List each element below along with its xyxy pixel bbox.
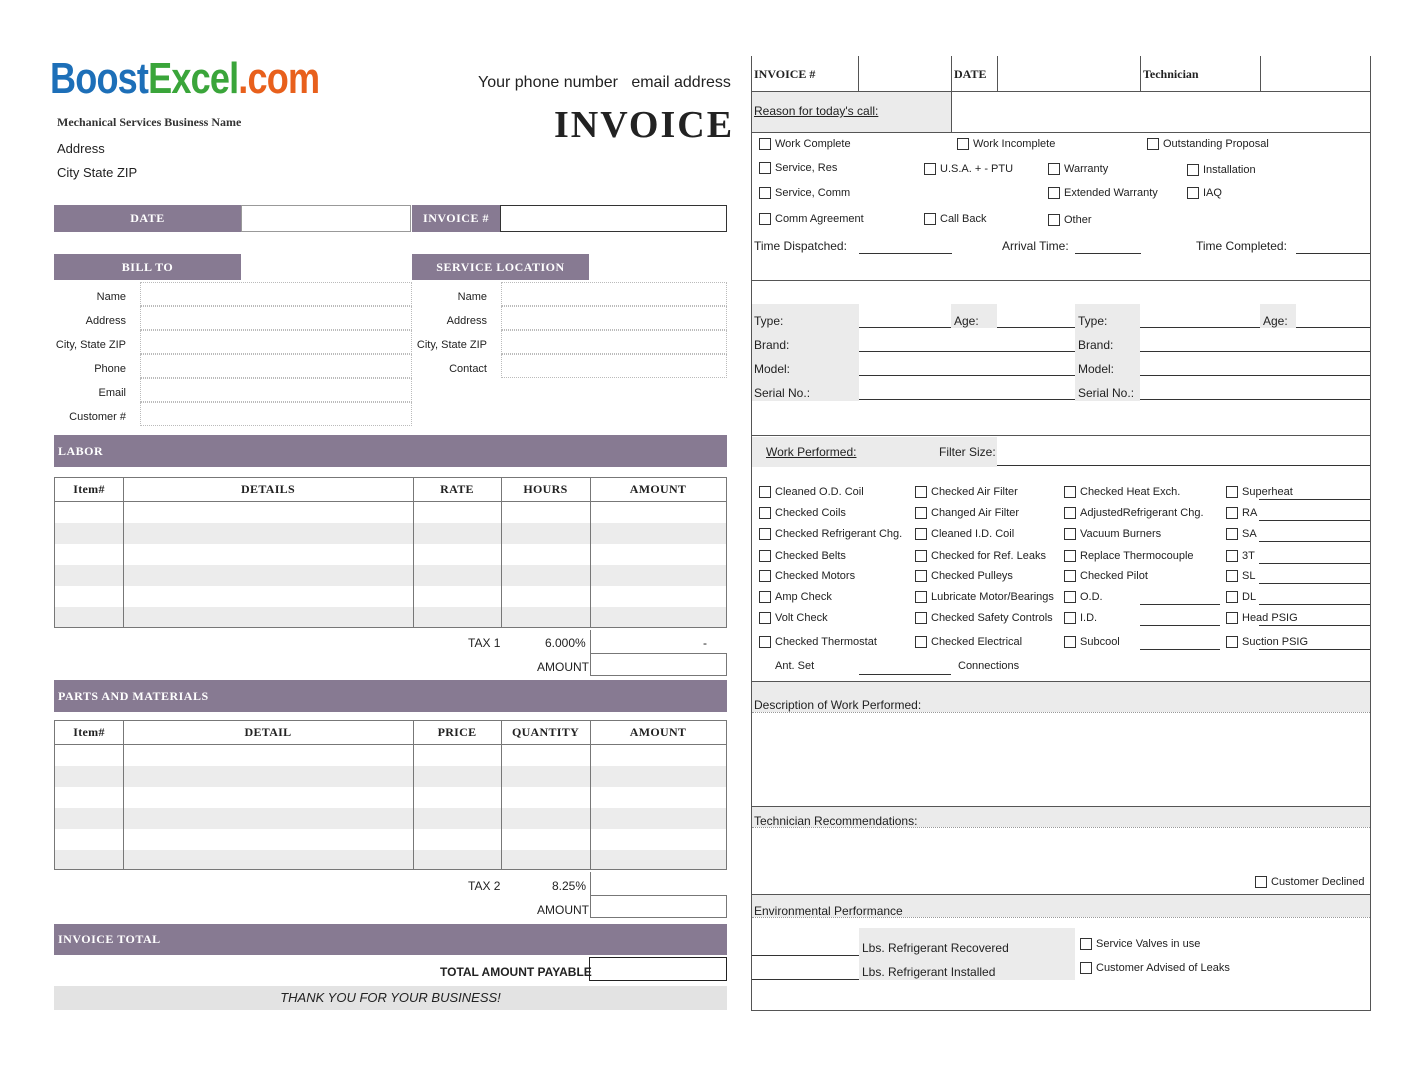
work-item-checkbox[interactable]: Checked Air Filter (915, 486, 1018, 498)
parts-col-detail: DETAIL (244, 724, 292, 739)
work-item-checkbox[interactable]: O.D. (1064, 591, 1103, 603)
work-performed-label: Work Performed: (766, 445, 857, 459)
service-city-label: City, State ZIP (416, 339, 487, 351)
invoice-total-header: INVOICE TOTAL (54, 924, 727, 955)
bill-to-city-label: City, State ZIP (55, 339, 126, 351)
filter-size-label: Filter Size: (939, 445, 996, 459)
company-city: City State ZIP (57, 165, 138, 180)
bill-to-header: BILL TO (54, 254, 241, 280)
work-item-value-input[interactable] (1140, 638, 1220, 650)
bill-to-name-input[interactable] (140, 282, 412, 306)
equip1-model-input[interactable] (859, 364, 1075, 376)
invoice-number-header: INVOICE # (412, 205, 500, 232)
parts-col-price: PRICE (437, 724, 477, 739)
time-completed-input[interactable] (1296, 241, 1370, 254)
equip1-brand-input[interactable] (859, 340, 1075, 352)
work-item-value-input[interactable] (1259, 614, 1370, 626)
date-input[interactable] (241, 205, 411, 232)
company-contact (478, 74, 731, 92)
parts-col-quantity: QUANTITY (511, 724, 580, 739)
equip2-model-label: Model: (1078, 362, 1115, 376)
bill-to-name-label: Name (96, 291, 126, 303)
logo (50, 54, 319, 104)
labor-table (54, 477, 727, 628)
call-extended-warranty[interactable]: Extended Warranty (1048, 187, 1158, 199)
description-label: Description of Work Performed: (754, 698, 922, 712)
service-location-header: SERVICE LOCATION (412, 254, 589, 280)
ant-set-input[interactable] (859, 663, 951, 675)
parts-col-item: Item# (73, 724, 105, 739)
labor-col-rate: RATE (440, 481, 474, 496)
call-service-comm[interactable]: Service, Comm (759, 187, 850, 199)
equip1-age-label: Age: (954, 314, 979, 328)
thank-you-banner (54, 986, 727, 1010)
call-service-res[interactable]: Service, Res (759, 162, 837, 174)
ticket-technician-label: Technician (1143, 67, 1199, 81)
work-item-checkbox[interactable]: Checked Coils (759, 507, 846, 519)
equip1-type-input[interactable] (859, 316, 951, 328)
invoice-number-input[interactable] (500, 205, 727, 232)
bill-to-address-input[interactable] (140, 306, 412, 330)
lbs-recovered-label: Lbs. Refrigerant Recovered (862, 941, 1009, 955)
customer-declined-checkbox[interactable]: Customer Declined (1255, 876, 1365, 888)
arrival-time-label: Arrival Time: (1002, 239, 1069, 253)
work-item-checkbox[interactable]: Head PSIG (1226, 612, 1298, 624)
call-work-complete[interactable]: Work Complete (759, 138, 851, 150)
equip1-model-label: Model: (754, 362, 791, 376)
bill-to-customer-input[interactable] (140, 402, 412, 426)
equip1-type-label: Type: (754, 314, 784, 328)
ticket-date-label: DATE (954, 67, 987, 81)
equip2-model-input[interactable] (1140, 364, 1370, 376)
work-item-value-input[interactable] (1259, 509, 1370, 521)
work-item-checkbox[interactable]: Checked Safety Controls (915, 612, 1053, 624)
work-item-checkbox[interactable]: Checked Refrigerant Chg. (759, 528, 902, 540)
bill-to-phone-label: Phone (94, 363, 126, 375)
work-item-checkbox[interactable]: Replace Thermocouple (1064, 550, 1194, 562)
parts-tax-label: TAX 2 (468, 879, 501, 893)
bill-to-email-input[interactable] (140, 378, 412, 402)
work-item-checkbox[interactable]: SA (1226, 528, 1257, 540)
ant-set-label: Ant. Set (775, 660, 815, 672)
work-item-value-input[interactable] (1140, 593, 1220, 605)
work-item-checkbox[interactable]: I.D. (1064, 612, 1097, 624)
work-item-value-input[interactable] (1259, 593, 1370, 605)
date-header: DATE (54, 205, 241, 232)
work-item-checkbox[interactable]: Subcool (1064, 636, 1120, 648)
equip2-type-input[interactable] (1140, 316, 1260, 328)
labor-tax-value: - (703, 636, 707, 650)
labor-tax-label: TAX 1 (468, 636, 501, 650)
total-payable-input[interactable] (589, 957, 727, 981)
work-item-value-input[interactable] (1259, 488, 1370, 500)
work-item-checkbox[interactable]: SL (1226, 570, 1255, 582)
equip1-brand-label: Brand: (754, 338, 790, 352)
work-item-checkbox[interactable]: Vacuum Burners (1064, 528, 1161, 540)
logo-com: .com (238, 54, 320, 103)
work-item-checkbox[interactable]: Checked Heat Exch. (1064, 486, 1180, 498)
parts-tax-rate: 8.25% (552, 879, 587, 893)
labor-tax-rate: 6.000% (545, 636, 586, 650)
work-item-checkbox[interactable]: Volt Check (759, 612, 828, 624)
call-other[interactable]: Other (1048, 214, 1092, 226)
work-item-checkbox[interactable]: Checked for Ref. Leaks (915, 550, 1046, 562)
service-contact-label: Contact (449, 363, 487, 375)
call-installation[interactable]: Installation (1187, 164, 1256, 176)
labor-header: LABOR (54, 435, 727, 467)
bill-to-address-label: Address (85, 315, 126, 327)
work-item-checkbox[interactable]: DL (1226, 591, 1256, 603)
work-item-checkbox[interactable]: Cleaned O.D. Coil (759, 486, 864, 498)
description-input[interactable] (752, 713, 1370, 806)
work-item-checkbox[interactable]: RA (1226, 507, 1257, 519)
logo-boost: Boost (50, 54, 149, 103)
email-text: email address (631, 74, 731, 91)
bill-to-phone-input[interactable] (140, 354, 412, 378)
service-address-label: Address (446, 315, 487, 327)
equip1-age-input[interactable] (997, 316, 1075, 328)
lbs-installed-input[interactable] (752, 964, 859, 980)
business-name: Mechanical Services Business Name (57, 115, 242, 129)
work-item-checkbox[interactable]: Cleaned I.D. Coil (915, 528, 1014, 540)
time-dispatched-input[interactable] (859, 241, 952, 254)
service-city-input[interactable] (501, 330, 727, 354)
labor-col-amount: AMOUNT (629, 481, 687, 496)
work-item-checkbox[interactable]: Checked Motors (759, 570, 855, 582)
work-item-checkbox[interactable]: Checked Pulleys (915, 570, 1013, 582)
equip1-serial-input[interactable] (859, 388, 1075, 400)
labor-tax-amount (590, 630, 727, 654)
call-iaq[interactable]: IAQ (1187, 187, 1222, 199)
reason-label: Reason for today's call: (754, 104, 879, 118)
bill-to-customer-label: Customer # (69, 411, 126, 423)
customer-advised-checkbox[interactable]: Customer Advised of Leaks (1080, 962, 1230, 974)
labor-col-item: Item# (73, 481, 105, 496)
connections-label: Connections (958, 660, 1020, 672)
work-item-checkbox[interactable]: Checked Thermostat (759, 636, 877, 648)
work-item-checkbox[interactable]: Lubricate Motor/Bearings (915, 591, 1054, 603)
work-item-checkbox[interactable]: Superheat (1226, 486, 1293, 498)
equip2-serial-input[interactable] (1140, 388, 1370, 400)
equip1-serial-label: Serial No.: (754, 386, 811, 400)
service-valves-checkbox[interactable]: Service Valves in use (1080, 938, 1200, 950)
labor-amount-input[interactable] (590, 654, 727, 676)
equip2-type-label: Type: (1078, 314, 1108, 328)
total-payable-label: TOTAL AMOUNT PAYABLE (440, 965, 592, 979)
work-item-value-input[interactable] (1259, 530, 1370, 542)
service-name-input[interactable] (501, 282, 727, 306)
work-item-value-input[interactable] (1259, 572, 1370, 584)
equip2-brand-label: Brand: (1078, 338, 1114, 352)
equip2-serial-label: Serial No.: (1078, 386, 1135, 400)
filter-size-input[interactable] (997, 452, 1370, 466)
work-item-checkbox[interactable]: Checked Pilot (1064, 570, 1148, 582)
time-dispatched-label: Time Dispatched: (754, 239, 847, 253)
thank-you-text: THANK YOU FOR YOUR BUSINESS! (280, 990, 501, 1005)
labor-col-details: DETAILS (241, 481, 295, 496)
arrival-time-input[interactable] (1075, 241, 1141, 254)
work-item-checkbox[interactable]: Checked Electrical (915, 636, 1022, 648)
work-item-checkbox[interactable]: Suction PSIG (1226, 636, 1308, 648)
work-item-value-input[interactable] (1259, 638, 1370, 650)
work-item-checkbox[interactable]: Checked Belts (759, 550, 846, 562)
invoice-title: INVOICE (554, 104, 735, 146)
call-work-incomplete[interactable]: Work Incomplete (957, 138, 1055, 150)
parts-amount-input[interactable] (590, 896, 727, 918)
bill-to-city-input[interactable] (140, 330, 412, 354)
recommendations-label: Technician Recommendations: (754, 814, 918, 828)
equip2-age-input[interactable] (1296, 316, 1370, 328)
call-warranty[interactable]: Warranty (1048, 163, 1108, 175)
service-name-label: Name (457, 291, 487, 303)
call-comm-agreement[interactable]: Comm Agreement (759, 213, 864, 225)
phone-text: Your phone number (478, 74, 618, 91)
time-completed-label: Time Completed: (1196, 239, 1287, 253)
recommendations-input[interactable] (752, 828, 1252, 893)
parts-table (54, 720, 727, 870)
call-usa-ptu[interactable]: U.S.A. + - PTU (924, 163, 1013, 175)
labor-amount-label: AMOUNT (537, 660, 589, 674)
environmental-label: Environmental Performance (754, 904, 903, 918)
lbs-installed-label: Lbs. Refrigerant Installed (862, 965, 996, 979)
service-address-input[interactable] (501, 306, 727, 330)
bill-to-email-label: Email (98, 387, 126, 399)
logo-excel: Excel (148, 54, 239, 103)
ticket-invoice-label: INVOICE # (754, 67, 816, 81)
work-item-checkbox[interactable]: Changed Air Filter (915, 507, 1019, 519)
labor-col-hours: HOURS (523, 481, 568, 496)
parts-col-amount: AMOUNT (629, 724, 687, 739)
call-outstanding-proposal[interactable]: Outstanding Proposal (1147, 138, 1269, 150)
call-call-back[interactable]: Call Back (924, 213, 986, 225)
parts-header: PARTS AND MATERIALS (54, 680, 727, 712)
work-item-checkbox[interactable]: Amp Check (759, 591, 832, 603)
service-contact-input[interactable] (501, 354, 727, 378)
equip2-brand-input[interactable] (1140, 340, 1370, 352)
parts-tax-amount[interactable] (590, 872, 727, 896)
work-item-checkbox[interactable]: 3T (1226, 550, 1255, 562)
lbs-recovered-input[interactable] (752, 940, 859, 956)
work-item-value-input[interactable] (1259, 552, 1370, 564)
work-item-checkbox[interactable]: AdjustedRefrigerant Chg. (1064, 507, 1204, 519)
work-item-value-input[interactable] (1140, 614, 1220, 626)
parts-amount-label: AMOUNT (537, 903, 589, 917)
equip2-age-label: Age: (1263, 314, 1288, 328)
company-address: Address (57, 141, 105, 156)
